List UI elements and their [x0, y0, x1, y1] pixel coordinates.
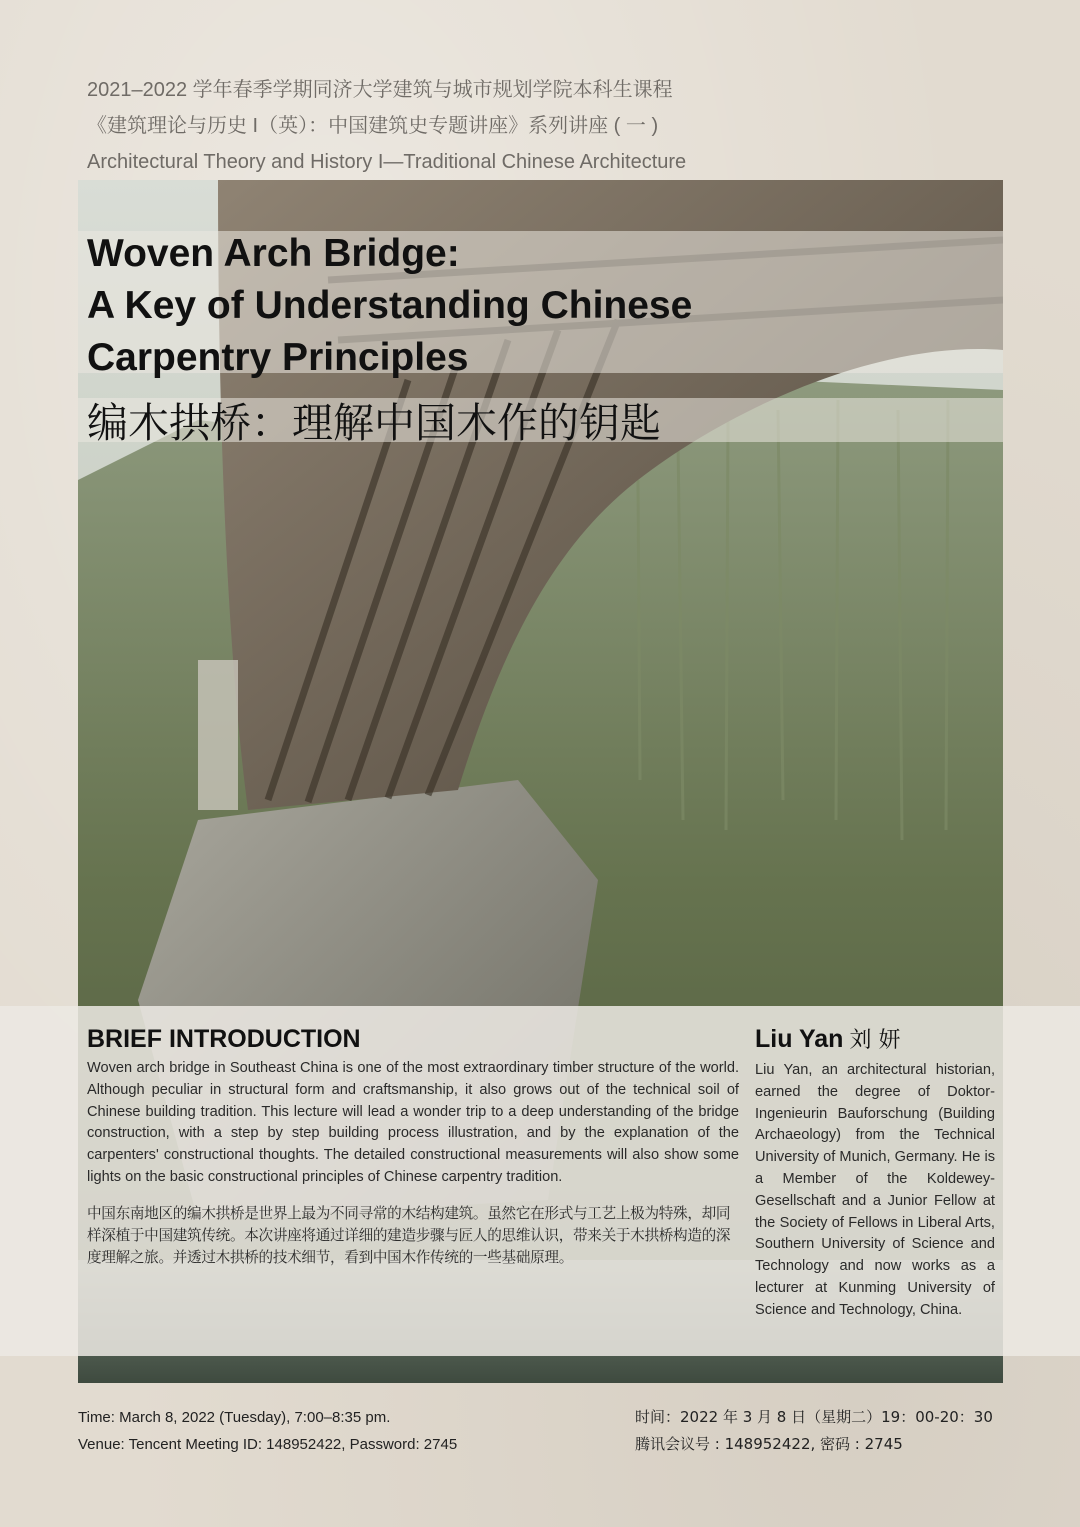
event-venue-zh: 腾讯会议号 : 148952422, 密码 : 2745 [635, 1435, 903, 1453]
event-time-zh: 时间：2022 年 3 月 8 日（星期二）19：00-20：30 [635, 1408, 993, 1426]
speaker-bio-text: Liu Yan, an architectural historian, earned the degree of Doktor-Ingenieurin Bauforschung (Building Archaeology) from the Technical University of Munich, Germany. He is a Member of the Koldewey-Gesellschaft and a Junior Fellow at the Society of Fellows in Liberal Arts, Southern University of Science and Technology and now works as a lecturer at Kunming University of Science and Technology, China. [755, 1062, 995, 1318]
brief-introduction-heading: BRIEF INTRODUCTION [87, 1025, 361, 1053]
lecture-title-line-2: A Key of Understanding Chinese [87, 284, 693, 327]
speaker-name-zh: 刘 妍 [849, 1028, 901, 1053]
speaker-name-en: Liu Yan [755, 1025, 844, 1053]
course-header-line-2: 《建筑理论与历史 I（英）：中国建筑史专题讲座》系列讲座 ( 一 ) [87, 115, 659, 137]
course-header-line-1: 2021–2022 学年春季学期同济大学建筑与城市规划学院本科生课程 [87, 79, 673, 101]
event-venue-en: Venue: Tencent Meeting ID: 148952422, Password: 2745 [78, 1436, 458, 1453]
lecture-title-zh: 编木拱桥：理解中国木作的钥匙 [87, 399, 661, 447]
lecture-title-en [87, 228, 787, 384]
brief-introduction [87, 1024, 739, 1269]
course-header [87, 72, 767, 180]
event-details-en [78, 1404, 457, 1458]
event-time-en: Time: March 8, 2022 (Tuesday), 7:00–8:35 pm. [78, 1409, 391, 1426]
lecture-title-line-1: Woven Arch Bridge: [87, 232, 460, 275]
event-details-zh [635, 1404, 993, 1458]
lecture-title-line-3: Carpentry Principles [87, 336, 469, 379]
speaker-name [755, 1024, 995, 1056]
brief-introduction-en: Woven arch bridge in Southeast China is one of the most extraordinary timber structure of the world. Although peculiar in structural form and craftsmanship, it also grows out of the technical soil of Chinese building tradition. This lecture will lead a wonder trip to a deep understanding of the bridge construction, with a step by step building process illustration, and by the explanation of the carpenters' constructional thoughts. The detailed constructional measurements will also show some lights on the basic constructional principles of Chinese carpentry tradition. [87, 1060, 739, 1185]
stone-abutment [198, 660, 238, 810]
speaker-bio [755, 1024, 995, 1322]
course-header-line-3: Architectural Theory and History I—Traditional Chinese Architecture [87, 151, 687, 173]
brief-introduction-zh: 中国东南地区的编木拱桥是世界上最为不同寻常的木结构建筑。虽然它在形式与工艺上极为特殊，却同样深植于中国建筑传统。本次讲座将通过详细的建造步骤与匠人的思维认识，带来关于木拱桥构造的深度理解之旅。并透过木拱桥的技术细节，看到中国木作传统的一些基础原理。 [87, 1204, 731, 1266]
